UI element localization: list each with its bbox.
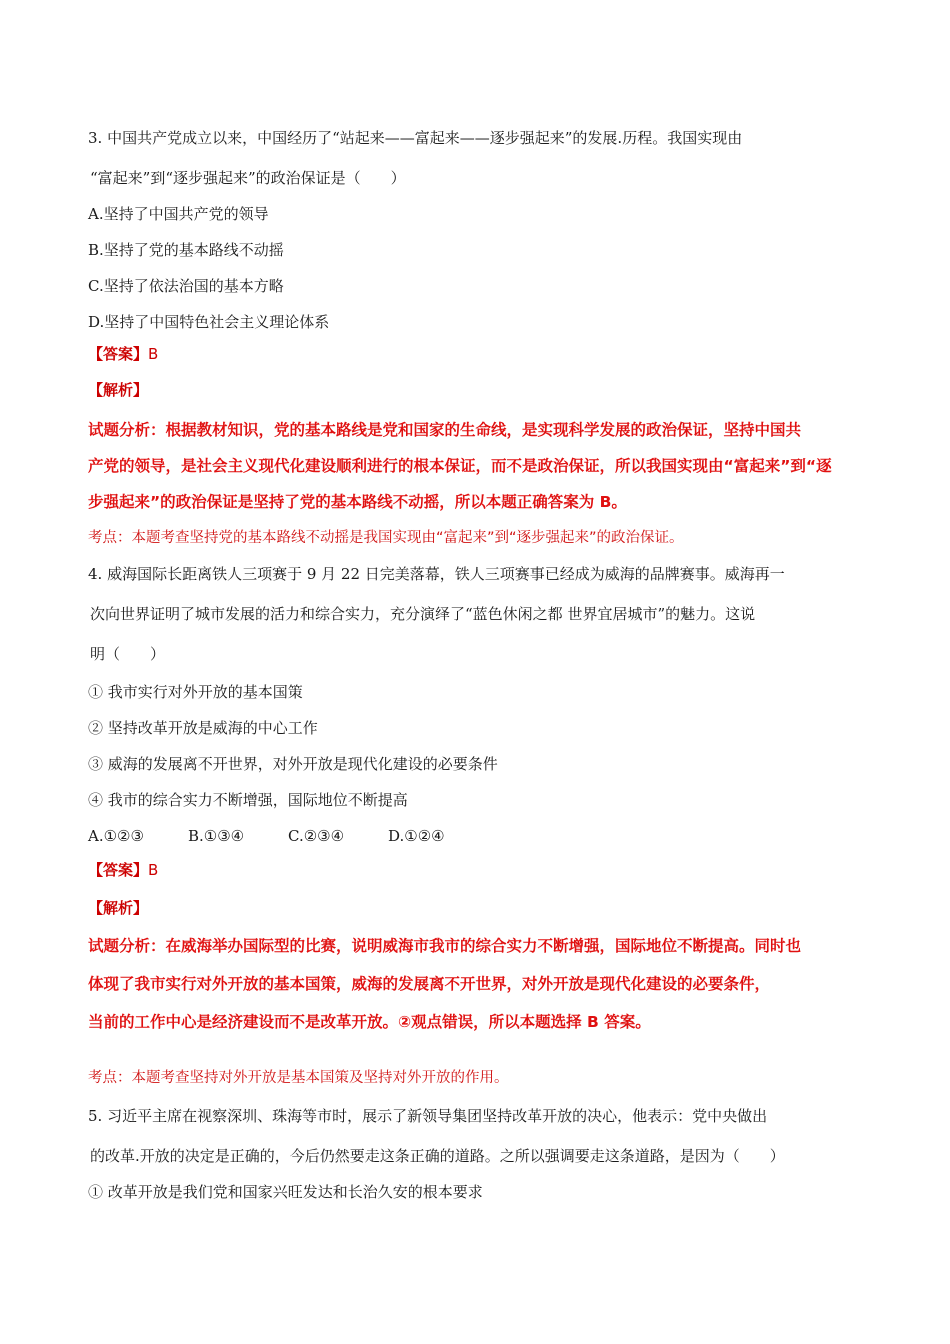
q4-option-b: B.①③④ [188,827,245,845]
q3-kaodian: 考点：本题考查坚持党的基本路线不动摇是我国实现由“富起来”到“逐步强起来”的政治保证。 [88,530,684,546]
q4-item-2: ② 坚持改革开放是威海的中心工作 [88,719,318,737]
q4-analysis-line3: 当前的工作中心是经济建设而不是改革开放。②观点错误，所以本题选择 B 答案。 [88,1013,651,1031]
q4-item-3: ③ 威海的发展离不开世界，对外开放是现代化建设的必要条件 [88,755,498,773]
q3-answer [88,344,158,364]
answer-tag: 【答案】 [88,345,149,363]
q4-analysis-line2: 体现了我市实行对外开放的基本国策，威海的发展离不开世界，对外开放是现代化建设的必要条件， [88,975,771,993]
q3-analysis-tag: 【解析】 [88,381,149,399]
q4-option-c: C.②③④ [288,827,345,845]
q4-stem-line3: 明（ ） [90,645,166,663]
q4-item-4: ④ 我市的综合实力不断增强，国际地位不断提高 [88,791,408,809]
answer-value: B [148,345,159,363]
q3-analysis-line3: 步强起来”的政治保证是坚持了党的基本路线不动摇，所以本题正确答案为 B。 [88,493,627,511]
q4-analysis-line1: 试题分析：在威海举办国际型的比赛，说明威海市我市的综合实力不断增强，国际地位不断提高。同时也 [88,937,802,955]
q3-stem-line2: “富起来”到“逐步强起来”的政治保证是（ ） [90,169,406,187]
q3-option-d: D.坚持了中国特色社会主义理论体系 [88,313,330,331]
q4-option-d: D.①②④ [388,827,445,845]
q4-stem-line2: 次向世界证明了城市发展的活力和综合实力，充分演绎了“蓝色休闲之都 世界宜居城市”的魅力。这说 [90,605,756,623]
q3-analysis-line1: 试题分析：根据教材知识，党的基本路线是党和国家的生命线，是实现科学发展的政治保证，坚持中国共 [88,421,802,439]
answer-tag: 【答案】 [88,861,149,879]
q4-option-a: A.①②③ [88,827,144,845]
q3-analysis-line2: 产党的领导，是社会主义现代化建设顺利进行的根本保证，而不是政治保证，所以我国实现由“富起来”到“逐 [88,457,832,475]
q4-analysis-tag: 【解析】 [88,899,149,917]
q5-stem-line1: 5. 习近平主席在视察深圳、珠海等市时，展示了新领导集团坚持改革开放的决心，他表示：党中央做出 [88,1107,768,1125]
q5-item-1: ① 改革开放是我们党和国家兴旺发达和长治久安的根本要求 [88,1183,483,1201]
q3-option-c: C.坚持了依法治国的基本方略 [88,277,284,295]
q3-option-b: B.坚持了党的基本路线不动摇 [88,241,284,259]
q4-kaodian: 考点：本题考查坚持对外开放是基本国策及坚持对外开放的作用。 [88,1070,509,1086]
q3-stem-line1: 3. 中国共产党成立以来，中国经历了“站起来——富起来——逐步强起来”的发展.历程。我国实现由 [88,129,743,147]
q4-stem-line1: 4. 威海国际长距离铁人三项赛于 9 月 22 日完美落幕，铁人三项赛事已经成为威海的品牌赛事。威海再一 [88,565,785,583]
q3-option-a: A.坚持了中国共产党的领导 [88,205,269,223]
q4-options [88,826,488,846]
q4-answer [88,860,158,880]
answer-value: B [148,861,159,879]
q5-stem-line2: 的改革.开放的决定是正确的，今后仍然要走这条正确的道路。之所以强调要走这条道路，是因为（ ） [90,1147,785,1165]
q4-item-1: ① 我市实行对外开放的基本国策 [88,683,303,701]
